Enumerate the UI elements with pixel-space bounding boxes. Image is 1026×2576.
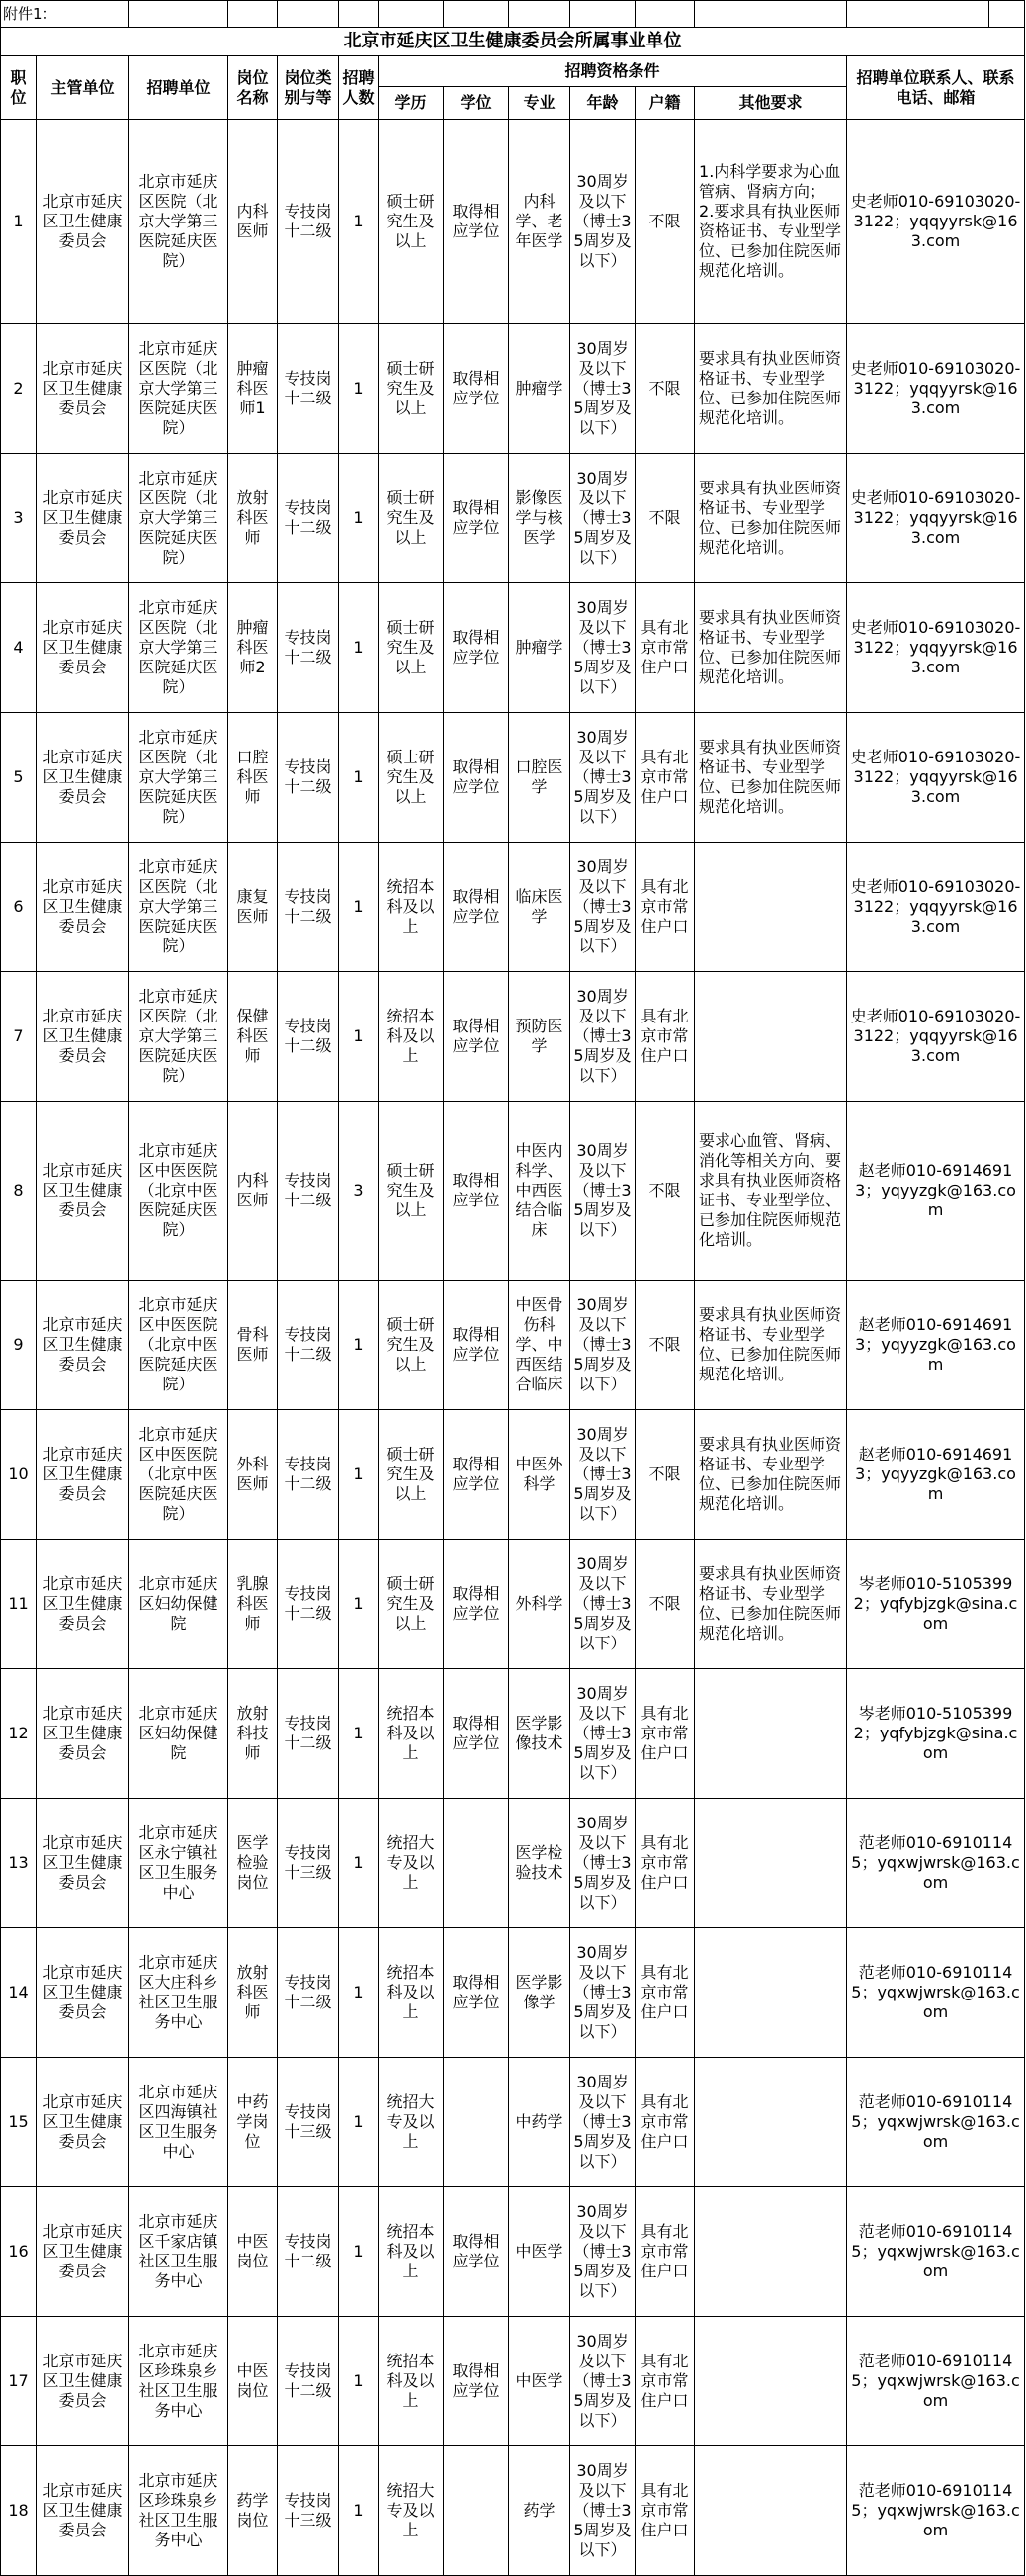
cell-degree: 取得相应学位 [444,843,509,972]
empty-cell [379,1,444,28]
cell-authority: 北京市延庆区卫生健康委员会 [37,2446,129,2576]
cell-education: 统招本科及以上 [379,843,444,972]
cell-age: 30周岁及以下（博士35周岁及以下） [570,1281,636,1410]
empty-cell [339,1,379,28]
cell-major: 中医外科学 [509,1410,570,1540]
empty-cell [570,1,636,28]
cell-post: 内科医师 [228,1102,278,1281]
cell-other: 要求心血管、肾病、消化等相关方向、要求具有执业医师资格证书、专业型学位、已参加住院医师规范化培训。 [695,1102,847,1281]
cell-age: 30周岁及以下（博士35周岁及以下） [570,324,636,454]
cell-unit: 北京市延庆区妇幼保健院 [129,1540,228,1669]
header-other: 其他要求 [695,87,847,120]
cell-major: 中医学 [509,2187,570,2317]
cell-contact: 范老师010-69101145；yqxwjwrsk@163.com [847,1928,1025,2058]
cell-authority: 北京市延庆区卫生健康委员会 [37,1540,129,1669]
cell-post: 中药学岗位 [228,2058,278,2187]
table-row [1,1540,1025,1669]
cell-count: 1 [339,2446,379,2576]
cell-degree: 取得相应学位 [444,1281,509,1410]
cell-count: 1 [339,1281,379,1410]
cell-hukou: 不限 [636,454,695,583]
cell-contact: 岑老师010-51053992；yqfybjzgk@sina.com [847,1669,1025,1799]
cell-count: 1 [339,1799,379,1928]
cell-hukou: 具有北京市常住户口 [636,1669,695,1799]
cell-degree: 取得相应学位 [444,2317,509,2446]
empty-cell [129,1,228,28]
cell-other: 要求具有执业医师资格证书、专业型学位、已参加住院医师规范化培训。 [695,1540,847,1669]
cell-no: 6 [1,843,37,972]
table-row [1,2317,1025,2446]
cell-no: 5 [1,713,37,843]
cell-age: 30周岁及以下（博士35周岁及以下） [570,120,636,324]
cell-category: 专技岗十二级 [278,1102,339,1281]
header-category: 岗位类别与等 [278,56,339,120]
cell-contact: 史老师010-69103020-3122；yqqyyrsk@163.com [847,843,1025,972]
cell-contact: 史老师010-69103020-3122；yqqyyrsk@163.com [847,972,1025,1102]
cell-other [695,972,847,1102]
cell-contact: 史老师010-69103020-3122；yqqyyrsk@163.com [847,454,1025,583]
cell-hukou: 不限 [636,120,695,324]
empty-cell [695,1,847,28]
cell-count: 1 [339,1540,379,1669]
header-post: 岗位名称 [228,56,278,120]
cell-category: 专技岗十二级 [278,1669,339,1799]
cell-count: 1 [339,454,379,583]
cell-hukou: 具有北京市常住户口 [636,2058,695,2187]
cell-major: 影像医学与核医学 [509,454,570,583]
empty-cell [636,1,695,28]
cell-education: 统招大专及以上 [379,2058,444,2187]
cell-count: 1 [339,1410,379,1540]
cell-major: 预防医学 [509,972,570,1102]
cell-hukou: 不限 [636,1102,695,1281]
cell-education: 统招本科及以上 [379,1928,444,2058]
cell-count: 1 [339,324,379,454]
cell-no: 14 [1,1928,37,2058]
cell-other: 1.内科学要求为心血管病、肾病方向； 2.要求具有执业医师资格证书、专业型学位、已参加住院医师规范化培训。 [695,120,847,324]
cell-major: 中医学 [509,2317,570,2446]
cell-age: 30周岁及以下（博士35周岁及以下） [570,1799,636,1928]
cell-category: 专技岗十三级 [278,1799,339,1928]
cell-contact: 史老师010-69103020-3122；yqqyyrsk@163.com [847,713,1025,843]
cell-education: 硕士研究生及以上 [379,1540,444,1669]
header-count: 招聘人数 [339,56,379,120]
cell-category: 专技岗十二级 [278,1281,339,1410]
cell-education: 硕士研究生及以上 [379,1281,444,1410]
cell-major: 中医骨伤科学、中西医结合临床 [509,1281,570,1410]
cell-degree: 取得相应学位 [444,1102,509,1281]
cell-contact: 范老师010-69101145；yqxwjwrsk@163.com [847,2446,1025,2576]
cell-degree [444,2058,509,2187]
empty-cell [444,1,509,28]
cell-no: 10 [1,1410,37,1540]
cell-other [695,2317,847,2446]
cell-contact: 范老师010-69101145；yqxwjwrsk@163.com [847,2317,1025,2446]
cell-hukou: 具有北京市常住户口 [636,2317,695,2446]
cell-unit: 北京市延庆区大庄科乡社区卫生服务中心 [129,1928,228,2058]
cell-education: 统招本科及以上 [379,2317,444,2446]
cell-contact: 赵老师010-69146913；yqyyzgk@163.com [847,1281,1025,1410]
cell-authority: 北京市延庆区卫生健康委员会 [37,1799,129,1928]
cell-unit: 北京市延庆区医院（北京大学第三医院延庆医院） [129,120,228,324]
cell-authority: 北京市延庆区卫生健康委员会 [37,2317,129,2446]
cell-contact: 赵老师010-69146913；yqyyzgk@163.com [847,1410,1025,1540]
cell-authority: 北京市延庆区卫生健康委员会 [37,2058,129,2187]
cell-unit: 北京市延庆区医院（北京大学第三医院延庆医院） [129,324,228,454]
table-row [1,324,1025,454]
cell-authority: 北京市延庆区卫生健康委员会 [37,1410,129,1540]
cell-post: 骨科医师 [228,1281,278,1410]
cell-degree: 取得相应学位 [444,1540,509,1669]
cell-other: 要求具有执业医师资格证书、专业型学位、已参加住院医师规范化培训。 [695,324,847,454]
cell-no: 2 [1,324,37,454]
cell-count: 1 [339,1669,379,1799]
cell-category: 专技岗十二级 [278,972,339,1102]
cell-post: 内科医师 [228,120,278,324]
cell-authority: 北京市延庆区卫生健康委员会 [37,2187,129,2317]
cell-no: 8 [1,1102,37,1281]
cell-degree: 取得相应学位 [444,583,509,713]
cell-degree: 取得相应学位 [444,2187,509,2317]
cell-no: 4 [1,583,37,713]
header-degree: 学位 [444,87,509,120]
cell-authority: 北京市延庆区卫生健康委员会 [37,324,129,454]
cell-count: 1 [339,2187,379,2317]
cell-no: 11 [1,1540,37,1669]
cell-count: 1 [339,713,379,843]
table-body [1,120,1025,2576]
cell-other [695,2187,847,2317]
cell-authority: 北京市延庆区卫生健康委员会 [37,713,129,843]
table-row [1,843,1025,972]
table-row [1,1669,1025,1799]
cell-post: 外科医师 [228,1410,278,1540]
cell-age: 30周岁及以下（博士35周岁及以下） [570,1669,636,1799]
cell-other [695,2058,847,2187]
cell-hukou: 具有北京市常住户口 [636,1928,695,2058]
cell-degree: 取得相应学位 [444,454,509,583]
cell-no: 1 [1,120,37,324]
cell-hukou: 不限 [636,1540,695,1669]
header-conditions: 招聘资格条件 [379,56,847,87]
cell-post: 中医岗位 [228,2317,278,2446]
cell-post: 放射科技师 [228,1669,278,1799]
cell-count: 1 [339,583,379,713]
cell-hukou: 不限 [636,1410,695,1540]
cell-unit: 北京市延庆区中医医院（北京中医医院延庆医院） [129,1102,228,1281]
cell-degree: 取得相应学位 [444,713,509,843]
cell-hukou: 不限 [636,324,695,454]
cell-count: 1 [339,843,379,972]
cell-education: 统招大专及以上 [379,2446,444,2576]
empty-cell [989,1,1025,28]
table-row [1,1281,1025,1410]
cell-no: 9 [1,1281,37,1410]
cell-category: 专技岗十三级 [278,2058,339,2187]
cell-major: 中药学 [509,2058,570,2187]
cell-major: 肿瘤学 [509,324,570,454]
cell-major: 药学 [509,2446,570,2576]
header-age: 年龄 [570,87,636,120]
table-row [1,1799,1025,1928]
cell-contact: 史老师010-69103020-3122；yqqyyrsk@163.com [847,120,1025,324]
cell-post: 乳腺科医师 [228,1540,278,1669]
cell-unit: 北京市延庆区珍珠泉乡社区卫生服务中心 [129,2446,228,2576]
cell-unit: 北京市延庆区医院（北京大学第三医院延庆医院） [129,454,228,583]
cell-other: 要求具有执业医师资格证书、专业型学位、已参加住院医师规范化培训。 [695,1281,847,1410]
cell-other [695,2446,847,2576]
cell-other [695,1928,847,2058]
cell-degree [444,1799,509,1928]
cell-authority: 北京市延庆区卫生健康委员会 [37,1281,129,1410]
cell-age: 30周岁及以下（博士35周岁及以下） [570,1410,636,1540]
cell-education: 硕士研究生及以上 [379,324,444,454]
cell-unit: 北京市延庆区千家店镇社区卫生服务中心 [129,2187,228,2317]
cell-hukou: 不限 [636,1281,695,1410]
header-contact: 招聘单位联系人、联系电话、邮箱 [847,56,1025,120]
cell-major: 中医内科学、中西医结合临床 [509,1102,570,1281]
cell-authority: 北京市延庆区卫生健康委员会 [37,1669,129,1799]
cell-count: 1 [339,972,379,1102]
cell-age: 30周岁及以下（博士35周岁及以下） [570,1102,636,1281]
cell-contact: 范老师010-69101145；yqxwjwrsk@163.com [847,1799,1025,1928]
table-row [1,2058,1025,2187]
cell-post: 医学检验岗位 [228,1799,278,1928]
cell-hukou: 具有北京市常住户口 [636,972,695,1102]
cell-no: 18 [1,2446,37,2576]
cell-no: 3 [1,454,37,583]
cell-contact: 史老师010-69103020-3122；yqqyyrsk@163.com [847,324,1025,454]
cell-authority: 北京市延庆区卫生健康委员会 [37,1928,129,2058]
cell-post: 口腔科医师 [228,713,278,843]
cell-contact: 范老师010-69101145；yqxwjwrsk@163.com [847,2058,1025,2187]
cell-degree: 取得相应学位 [444,120,509,324]
cell-category: 专技岗十二级 [278,1928,339,2058]
cell-count: 1 [339,2317,379,2446]
cell-major: 口腔医学 [509,713,570,843]
cell-age: 30周岁及以下（博士35周岁及以下） [570,2446,636,2576]
header-hukou: 户籍 [636,87,695,120]
cell-age: 30周岁及以下（博士35周岁及以下） [570,583,636,713]
cell-unit: 北京市延庆区医院（北京大学第三医院延庆医院） [129,972,228,1102]
cell-hukou: 具有北京市常住户口 [636,1799,695,1928]
cell-unit: 北京市延庆区医院（北京大学第三医院延庆医院） [129,583,228,713]
cell-category: 专技岗十二级 [278,583,339,713]
cell-age: 30周岁及以下（博士35周岁及以下） [570,2317,636,2446]
empty-cell [228,1,278,28]
cell-count: 1 [339,1928,379,2058]
cell-age: 30周岁及以下（博士35周岁及以下） [570,2058,636,2187]
cell-authority: 北京市延庆区卫生健康委员会 [37,1102,129,1281]
table-row [1,583,1025,713]
cell-category: 专技岗十二级 [278,454,339,583]
cell-category: 专技岗十二级 [278,1540,339,1669]
cell-post: 肿瘤科医师2 [228,583,278,713]
cell-category: 专技岗十二级 [278,713,339,843]
cell-other [695,1669,847,1799]
cell-category: 专技岗十二级 [278,2317,339,2446]
cell-no: 15 [1,2058,37,2187]
header-no: 职位 [1,56,37,120]
cell-degree: 取得相应学位 [444,1928,509,2058]
cell-major: 临床医学 [509,843,570,972]
cell-education: 统招大专及以上 [379,1799,444,1928]
cell-education: 统招本科及以上 [379,2187,444,2317]
cell-hukou: 具有北京市常住户口 [636,713,695,843]
table-row [1,1410,1025,1540]
cell-other: 要求具有执业医师资格证书、专业型学位、已参加住院医师规范化培训。 [695,713,847,843]
cell-education: 硕士研究生及以上 [379,1410,444,1540]
header-unit: 招聘单位 [129,56,228,120]
cell-education: 硕士研究生及以上 [379,454,444,583]
cell-contact: 岑老师010-51053992；yqfybjzgk@sina.com [847,1540,1025,1669]
cell-count: 3 [339,1102,379,1281]
cell-unit: 北京市延庆区医院（北京大学第三医院延庆医院） [129,843,228,972]
header-major: 专业 [509,87,570,120]
cell-other: 要求具有执业医师资格证书、专业型学位、已参加住院医师规范化培训。 [695,454,847,583]
cell-education: 统招本科及以上 [379,1669,444,1799]
cell-age: 30周岁及以下（博士35周岁及以下） [570,1540,636,1669]
cell-post: 放射科医师 [228,454,278,583]
cell-major: 肿瘤学 [509,583,570,713]
cell-authority: 北京市延庆区卫生健康委员会 [37,972,129,1102]
attachment-label: 附件1： [1,1,129,28]
empty-cell [847,1,989,28]
table-row [1,2446,1025,2576]
cell-degree: 取得相应学位 [444,1410,509,1540]
cell-major: 外科学 [509,1540,570,1669]
cell-hukou: 具有北京市常住户口 [636,583,695,713]
cell-education: 统招本科及以上 [379,972,444,1102]
cell-post: 中医岗位 [228,2187,278,2317]
cell-category: 专技岗十二级 [278,843,339,972]
cell-post: 放射科医师 [228,1928,278,2058]
cell-authority: 北京市延庆区卫生健康委员会 [37,120,129,324]
cell-no: 17 [1,2317,37,2446]
cell-unit: 北京市延庆区医院（北京大学第三医院延庆医院） [129,713,228,843]
empty-cell [509,1,570,28]
cell-age: 30周岁及以下（博士35周岁及以下） [570,454,636,583]
cell-age: 30周岁及以下（博士35周岁及以下） [570,843,636,972]
cell-unit: 北京市延庆区中医医院（北京中医医院延庆医院） [129,1281,228,1410]
cell-age: 30周岁及以下（博士35周岁及以下） [570,972,636,1102]
cell-other: 要求具有执业医师资格证书、专业型学位、已参加住院医师规范化培训。 [695,583,847,713]
cell-degree: 取得相应学位 [444,324,509,454]
cell-contact: 赵老师010-69146913；yqyyzgk@163.com [847,1102,1025,1281]
header-authority: 主管单位 [37,56,129,120]
cell-post: 肿瘤科医师1 [228,324,278,454]
cell-education: 硕士研究生及以上 [379,1102,444,1281]
cell-other [695,1799,847,1928]
empty-cell [278,1,339,28]
cell-post: 康复医师 [228,843,278,972]
table-row [1,1102,1025,1281]
cell-no: 12 [1,1669,37,1799]
header-education: 学历 [379,87,444,120]
cell-education: 硕士研究生及以上 [379,583,444,713]
cell-unit: 北京市延庆区珍珠泉乡社区卫生服务中心 [129,2317,228,2446]
cell-degree [444,2446,509,2576]
cell-category: 专技岗十三级 [278,2446,339,2576]
cell-category: 专技岗十二级 [278,2187,339,2317]
cell-unit: 北京市延庆区四海镇社区卫生服务中心 [129,2058,228,2187]
cell-contact: 史老师010-69103020-3122；yqqyyrsk@163.com [847,583,1025,713]
cell-category: 专技岗十二级 [278,120,339,324]
cell-authority: 北京市延庆区卫生健康委员会 [37,583,129,713]
cell-age: 30周岁及以下（博士35周岁及以下） [570,2187,636,2317]
cell-no: 13 [1,1799,37,1928]
cell-degree: 取得相应学位 [444,972,509,1102]
cell-no: 7 [1,972,37,1102]
cell-authority: 北京市延庆区卫生健康委员会 [37,454,129,583]
table-title: 北京市延庆区卫生健康委员会所属事业单位 [1,28,1025,56]
table-row [1,972,1025,1102]
cell-major: 医学检验技术 [509,1799,570,1928]
cell-major: 医学影像技术 [509,1669,570,1799]
cell-education: 硕士研究生及以上 [379,120,444,324]
cell-major: 内科学、老年医学 [509,120,570,324]
cell-contact: 范老师010-69101145；yqxwjwrsk@163.com [847,2187,1025,2317]
cell-count: 1 [339,120,379,324]
cell-age: 30周岁及以下（博士35周岁及以下） [570,713,636,843]
cell-other: 要求具有执业医师资格证书、专业型学位、已参加住院医师规范化培训。 [695,1410,847,1540]
cell-other [695,843,847,972]
cell-no: 16 [1,2187,37,2317]
cell-age: 30周岁及以下（博士35周岁及以下） [570,1928,636,2058]
table-row [1,120,1025,324]
cell-post: 药学岗位 [228,2446,278,2576]
cell-hukou: 具有北京市常住户口 [636,2187,695,2317]
cell-hukou: 具有北京市常住户口 [636,843,695,972]
table-row [1,713,1025,843]
cell-unit: 北京市延庆区永宁镇社区卫生服务中心 [129,1799,228,1928]
cell-authority: 北京市延庆区卫生健康委员会 [37,843,129,972]
table-row [1,454,1025,583]
cell-degree: 取得相应学位 [444,1669,509,1799]
cell-category: 专技岗十二级 [278,324,339,454]
cell-count: 1 [339,2058,379,2187]
cell-unit: 北京市延庆区妇幼保健院 [129,1669,228,1799]
cell-major: 医学影像学 [509,1928,570,2058]
cell-post: 保健科医师 [228,972,278,1102]
table-row [1,1928,1025,2058]
cell-category: 专技岗十二级 [278,1410,339,1540]
table-row [1,2187,1025,2317]
cell-unit: 北京市延庆区中医医院（北京中医医院延庆医院） [129,1410,228,1540]
cell-education: 硕士研究生及以上 [379,713,444,843]
cell-hukou: 具有北京市常住户口 [636,2446,695,2576]
